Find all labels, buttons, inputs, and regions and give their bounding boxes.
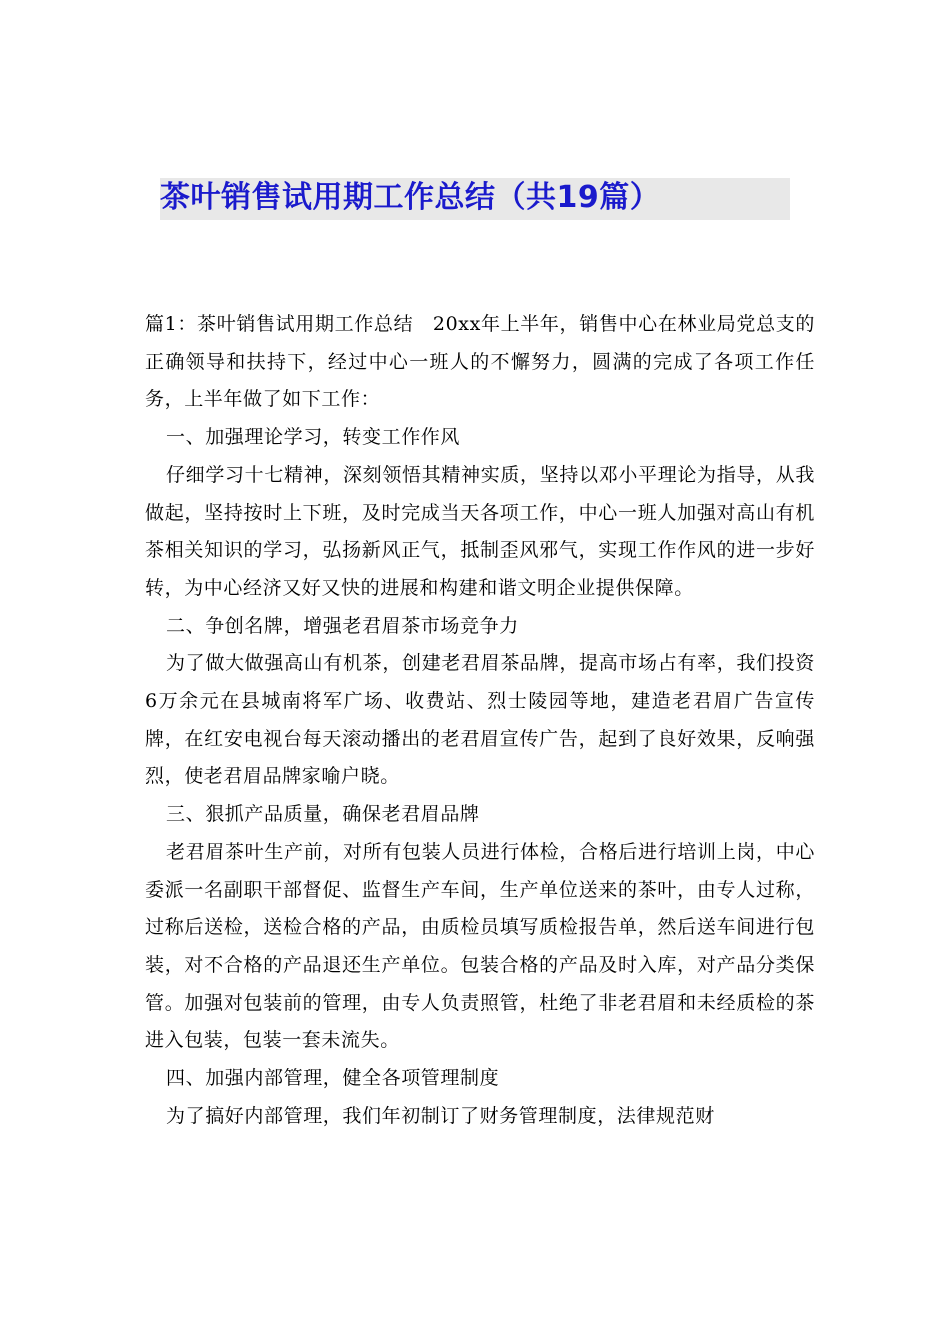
paragraph-section-4: 为了搞好内部管理，我们年初制订了财务管理制度，法律规范财 (166, 1104, 715, 1127)
paragraph-section-3: 老君眉茶叶生产前，对所有包装人员进行体检，合格后进行培训上岗，中心委派一名副职干部督促、监督生产车间，生产单位送来的茶叶，由专人过称，过称后送检，送检合格的产品，由质检员填写质检报告单，然后送车间进行包装，对不合格的产品退还生产单位。包装合格的产品及时入库，对产品分类保管。加强对包装前的管理，由专人负责照管，杜绝了非老君眉和未经质检的茶进入包装，包装一套未流失。 (145, 840, 815, 1052)
section-heading-4: 四、加强内部管理，健全各项管理制度 (166, 1067, 500, 1090)
section-heading-3: 三、狠抓产品质量，确保老君眉品牌 (166, 803, 480, 826)
document-body (145, 306, 815, 1135)
paragraph-intro: 篇1：茶叶销售试用期工作总结 20xx年上半年，销售中心在林业局党总支的正确领导和扶持下，经过中心一班人的不懈努力，圆满的完成了各项工作任务，上半年做了如下工作： (145, 313, 815, 411)
paragraph-section-2: 为了做大做强高山有机茶，创建老君眉茶品牌，提高市场占有率，我们投资6万余元在县城南将军广场、收费站、烈士陵园等地，建造老君眉广告宣传牌，在红安电视台每天滚动播出的老君眉宣传广告，起到了良好效果，反响强烈，使老君眉品牌家喻户晓。 (145, 652, 815, 788)
section-heading-2: 二、争创名牌，增强老君眉茶市场竞争力 (166, 614, 519, 637)
section-heading-1: 一、加强理论学习，转变工作作风 (166, 426, 461, 449)
document-title: 茶叶销售试用期工作总结（共19篇） (160, 180, 661, 215)
paragraph-section-1: 仔细学习十七精神，深刻领悟其精神实质，坚持以邓小平理论为指导，从我做起，坚持按时上下班，及时完成当天各项工作，中心一班人加强对高山有机茶相关知识的学习，弘扬新风正气，抵制歪风邪气，实现工作作风的进一步好转，为中心经济又好又快的进展和构建和谐文明企业提供保障。 (145, 463, 815, 599)
